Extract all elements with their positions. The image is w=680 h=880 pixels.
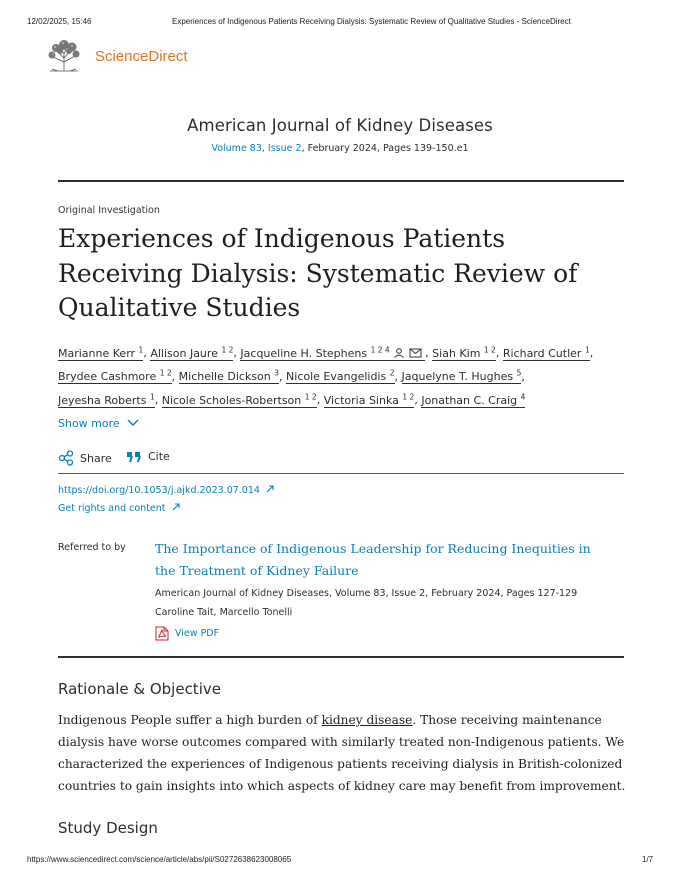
pdf-icon	[155, 626, 169, 641]
section-heading-study-design: Study Design	[58, 819, 158, 837]
print-page-title: Experiences of Indigenous Patients Receiving Dialysis: Systematic Review of Qualitative Studies - ScienceDirect	[172, 17, 571, 26]
section-divider	[58, 656, 624, 658]
envelope-icon	[409, 348, 422, 358]
author-link[interactable]: Allison Jaure $^{1 2}$	[150, 345, 234, 360]
share-button[interactable]: Share	[58, 450, 112, 466]
show-more-button[interactable]: Show more	[58, 417, 139, 430]
referred-article-authors: Caroline Tait, Marcello Tonelli	[155, 607, 293, 618]
author-link[interactable]: Richard Cutler $^1$	[502, 345, 590, 360]
external-link-icon	[172, 503, 180, 511]
article-type: Original Investigation	[58, 205, 160, 216]
author-link[interactable]: Brydee Cashmore $^{1 2}$	[58, 368, 172, 384]
author-link[interactable]: Nicole Scholes-Robertson $^{1 2}$	[161, 392, 317, 407]
header-divider	[58, 180, 624, 182]
author-link[interactable]: Jeyesha Roberts $^1$	[58, 392, 155, 407]
journal-name[interactable]: American Journal of Kidney Diseases	[187, 116, 493, 135]
person-icon	[393, 348, 405, 358]
cite-button[interactable]: Cite	[126, 450, 170, 463]
external-link-icon	[266, 485, 274, 493]
quote-icon	[126, 451, 142, 463]
author-link[interactable]: Victoria Sinka $^{1 2}$	[323, 392, 415, 407]
view-pdf-button[interactable]: View PDF	[155, 626, 219, 641]
author-link[interactable]: Jonathan C. Craig $^4$	[421, 392, 526, 407]
author-link[interactable]: Michelle Dickson $^3$	[178, 368, 280, 384]
author-link[interactable]: Nicole Evangelidis $^2$	[286, 368, 395, 384]
actions-divider	[58, 473, 624, 474]
referred-by-label: Referred to by	[58, 542, 126, 553]
share-icon	[58, 450, 74, 466]
author-link[interactable]: Jaquelyne T. Hughes $^5$	[401, 368, 522, 384]
author-link[interactable]: Jacqueline H. Stephens $^{1 2 4}$	[240, 347, 425, 361]
referred-article-link[interactable]: The Importance of Indigenous Leadership for Reducing Inequities in the Treatment of Kidney Failure	[155, 541, 591, 578]
chevron-down-icon	[127, 419, 139, 427]
elsevier-tree-logo[interactable]	[44, 38, 84, 72]
author-link[interactable]: Marianne Kerr $^1$	[58, 345, 144, 360]
issue-details: , February 2024, Pages 139-150.e1	[301, 143, 469, 154]
rights-link[interactable]: Get rights and content	[58, 503, 180, 514]
print-page-number: 1/7	[642, 855, 654, 864]
referred-article-meta	[155, 584, 577, 622]
referred-article-source: American Journal of Kidney Diseases, Volume 83, Issue 2, February 2024, Pages 127-129	[155, 588, 578, 599]
sciencedirect-logo-text[interactable]: ScienceDirect	[95, 48, 188, 65]
print-footer-url: https://www.sciencedirect.com/science/article/abs/pii/S0272638623008065	[27, 855, 292, 864]
author-link[interactable]: Siah Kim $^{1 2}$	[432, 345, 496, 360]
article-title: Experiences of Indigenous Patients Receiving Dialysis: Systematic Review of Qualitative Studies	[58, 224, 578, 322]
doi-link[interactable]: https://doi.org/10.1053/j.ajkd.2023.07.014	[58, 485, 274, 496]
abstract-paragraph: Indigenous People suffer a high burden of kidney disease. Those receiving maintenance dialysis have worse outcomes compared with similarly treated non-Indigenous patients. We characterized the experiences of Indigenous patients receiving dialysis in British-colonized countries to gain insights into which aspects of kidney care may benefit from improvement.	[58, 713, 626, 793]
print-datetime: 12/02/2025, 15:46	[27, 17, 92, 26]
issue-link[interactable]: Volume 83, Issue 2	[211, 143, 302, 154]
author-list: Marianne Kerr $^1$, Allison Jaure $^{1 2}$, Jacqueline H. Stephens $^{1 2 4}$ , Siah Kim $^{1 2}$, Richard Cutler $^1$, Brydee Cashmore $^{1 2}$, Michelle Dickson $^3$, Nicole Evangelidis $^2$, Jaquelyne T. Hughes $^5$, Jeyesha Roberts $^1$, Nicole Scholes-Robertson $^{1 2}$, Victoria Sinka $^{1 2}$, Jonathan C. Craig $^4$	[58, 345, 594, 407]
kidney-disease-link[interactable]: kidney disease	[321, 713, 413, 727]
section-heading-rationale: Rationale & Objective	[58, 680, 221, 698]
journal-issue	[0, 143, 680, 154]
